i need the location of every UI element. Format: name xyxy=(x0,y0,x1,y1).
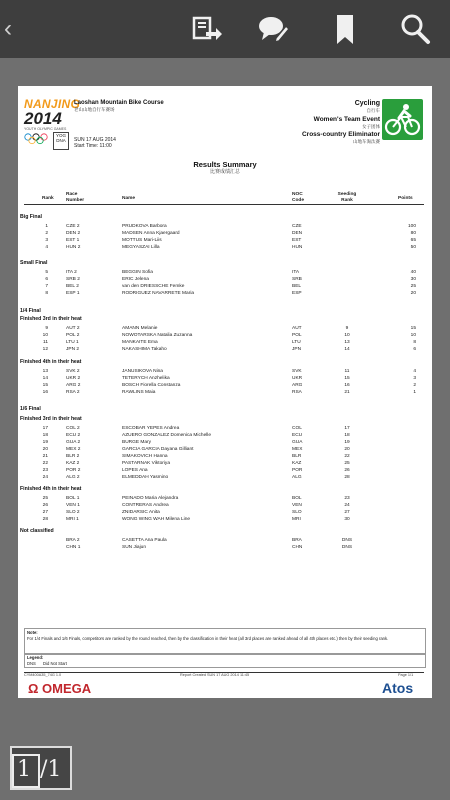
cell-seeding-rank: 9 xyxy=(345,326,349,331)
note-box xyxy=(24,628,426,654)
cell-rank: 4 xyxy=(45,245,48,250)
cell-name: van den DRIESSCHE Femke xyxy=(122,284,185,289)
cell-rank: 6 xyxy=(45,277,48,282)
cell-race-number: CZE 2 xyxy=(66,224,80,229)
cell-points: 80 xyxy=(410,231,416,236)
cell-rank: 1 xyxy=(45,224,48,229)
cell-rank: 23 xyxy=(42,468,48,473)
table-row xyxy=(18,368,432,375)
cell-points: 3 xyxy=(413,376,416,381)
cell-race-number: SLO 2 xyxy=(66,510,80,515)
olympic-rings-icon xyxy=(23,133,51,145)
cell-race-number: BEL 2 xyxy=(66,284,79,289)
cell-name: PASTARNAK Viktoriya xyxy=(122,461,170,466)
cell-name: ZNIDARSIC Anita xyxy=(122,510,160,515)
cell-seeding-rank: DNS xyxy=(341,545,353,550)
cell-seeding-rank: 26 xyxy=(344,468,350,473)
cell-noc: EST xyxy=(292,238,302,243)
table-row xyxy=(18,502,432,509)
cell-rank: 22 xyxy=(42,461,48,466)
cell-name: NOWOTARSKA Natalia Zuzanna xyxy=(122,333,193,338)
footer-page: Page 1/1 xyxy=(398,673,414,677)
cell-noc: KAZ xyxy=(292,461,302,466)
cell-seeding-rank: 20 xyxy=(344,447,350,452)
cell-noc: LTU xyxy=(292,340,301,345)
cell-noc: SVK xyxy=(292,369,302,374)
cell-name: ELMEDDAH Yasmino xyxy=(122,475,169,480)
cell-name: SUN Jiajun xyxy=(122,545,146,550)
table-row xyxy=(18,467,432,474)
table-row xyxy=(18,389,432,396)
start-time: Start Time: 11:00 xyxy=(74,143,112,149)
cell-seeding-rank: 27 xyxy=(344,510,350,515)
col-name: Name xyxy=(122,196,136,201)
col-points: Points xyxy=(398,196,413,201)
table-row xyxy=(18,453,432,460)
cell-name: NAKASHIMA Takaho xyxy=(122,347,167,352)
cell-noc: JPN xyxy=(292,347,302,352)
table-row xyxy=(18,544,432,551)
section-quarter-final: 1/4 Final xyxy=(20,308,41,314)
table-row xyxy=(18,332,432,339)
cell-noc: CHN xyxy=(292,545,303,550)
cell-name: LOPES Ana xyxy=(122,468,148,473)
table-row xyxy=(18,446,432,453)
cell-rank: 19 xyxy=(42,440,48,445)
cell-rank: 13 xyxy=(42,369,48,374)
table-row xyxy=(18,290,432,297)
cell-noc: COL xyxy=(292,426,302,431)
cell-seeding-rank: 23 xyxy=(344,496,350,501)
cell-noc: POL xyxy=(292,333,302,338)
section-sixth-final: 1/6 Final xyxy=(20,406,41,412)
cell-rank: 9 xyxy=(45,326,48,331)
section-sixth-fourth: Finished 4th in their heat xyxy=(20,486,82,492)
cell-race-number: DEN 2 xyxy=(66,231,81,236)
cell-noc: ALG xyxy=(292,475,302,480)
table-row xyxy=(18,269,432,276)
cell-noc: ITA xyxy=(292,270,300,275)
cell-seeding-rank: 24 xyxy=(344,503,350,508)
cell-race-number: POL 2 xyxy=(66,333,80,338)
section-quarter-fourth: Finished 4th in their heat xyxy=(20,359,82,365)
section-not-classified: Not classified xyxy=(20,528,54,534)
search-icon[interactable] xyxy=(396,10,434,48)
cell-race-number: ESP 1 xyxy=(66,291,80,296)
cell-noc: ESP xyxy=(292,291,302,296)
cell-name: MOTTUS Mari-Liis xyxy=(122,238,162,243)
cell-noc: POR xyxy=(292,468,303,473)
cell-points: 65 xyxy=(410,238,416,243)
back-icon[interactable]: ‹ xyxy=(4,15,12,42)
cell-race-number: ALG 2 xyxy=(66,475,80,480)
cell-name: CASETTA Ana Paula xyxy=(122,538,167,543)
cell-seeding-rank: 15 xyxy=(344,376,350,381)
cell-race-number: POR 2 xyxy=(66,468,81,473)
cell-race-number: RSA 2 xyxy=(66,390,80,395)
cell-seeding-rank: DNS xyxy=(341,538,353,543)
table-row xyxy=(18,509,432,516)
footer-code: CYM400A35_74G 1.0 xyxy=(24,673,62,677)
cell-noc: AUT xyxy=(292,326,302,331)
table-row xyxy=(18,244,432,251)
sport-name: Cycling xyxy=(354,100,380,107)
cell-race-number: EST 1 xyxy=(66,238,80,243)
cell-race-number: BLR 2 xyxy=(66,454,80,459)
cell-noc: BOL xyxy=(292,496,302,501)
cell-race-number: BOL 1 xyxy=(66,496,80,501)
cell-rank: 16 xyxy=(42,390,48,395)
cell-name: RAWLINS Maia xyxy=(122,390,156,395)
cell-seeding-rank: 21 xyxy=(344,390,350,395)
cell-noc: GUA xyxy=(292,440,303,445)
cell-race-number: AUT 2 xyxy=(66,326,80,331)
cell-seeding-rank: 25 xyxy=(344,461,350,466)
table-row xyxy=(18,237,432,244)
table-row xyxy=(18,276,432,283)
legend-text: Did Not Start xyxy=(43,661,67,666)
atos-logo: Atos xyxy=(382,680,414,696)
cell-points: 30 xyxy=(410,277,416,282)
cell-race-number: GUA 2 xyxy=(66,440,81,445)
table-row xyxy=(18,474,432,481)
table-row xyxy=(18,325,432,332)
logo-subtitle: YOUTH OLYMPIC GAMES xyxy=(24,127,67,131)
cell-name: WONG WING WAH Milena Line xyxy=(122,517,191,522)
cell-race-number: VEN 1 xyxy=(66,503,80,508)
event-name: Women's Team Event xyxy=(313,116,380,123)
section-small-final: Small Final xyxy=(20,260,48,266)
cell-rank: 11 xyxy=(43,340,48,345)
table-row xyxy=(18,339,432,346)
cell-seeding-rank: 28 xyxy=(344,475,350,480)
cell-rank: 12 xyxy=(42,347,48,352)
table-row xyxy=(18,230,432,237)
cell-name: MADSEN Anna Kjaergaard xyxy=(122,231,180,236)
cell-rank: 10 xyxy=(42,333,48,338)
section-quarter-third: Finished 3rd in their heat xyxy=(20,316,82,322)
cycling-pictogram-icon xyxy=(382,99,423,140)
top-toolbar xyxy=(0,0,450,58)
cell-race-number: LTU 1 xyxy=(66,340,79,345)
cell-seeding-rank: 19 xyxy=(344,440,350,445)
logo-year: 2014 xyxy=(24,109,62,128)
cell-name: BURGE Mary xyxy=(122,440,152,445)
sport-name-zh: 自行车 xyxy=(366,108,380,113)
cell-noc: VEN xyxy=(292,503,302,508)
cell-rank: 28 xyxy=(42,517,48,522)
annotate-icon[interactable] xyxy=(254,10,292,48)
cell-name: AMANN Melanie xyxy=(122,326,158,331)
cell-race-number: CHN 1 xyxy=(66,545,81,550)
cell-rank: 18 xyxy=(42,433,48,438)
document-page[interactable] xyxy=(18,86,432,698)
cell-name: ESCOBAR YEPES Andrea xyxy=(122,426,180,431)
cell-noc: SLO xyxy=(292,510,302,515)
footer-report: Report Created SUN 17 AUG 2014 11:45 xyxy=(180,673,250,677)
cell-noc: CZE xyxy=(292,224,302,229)
cell-points: 6 xyxy=(413,347,416,352)
cell-rank: 17 xyxy=(42,426,48,431)
cell-race-number: ARG 2 xyxy=(66,383,81,388)
cell-noc: BEL xyxy=(292,284,302,289)
cell-seeding-rank: 13 xyxy=(344,340,350,345)
table-row xyxy=(18,346,432,353)
cell-name: MANKAITE Ema xyxy=(122,340,158,345)
cell-points: 100 xyxy=(407,224,416,229)
cell-name: PRUDKOVA Barbora xyxy=(122,224,167,229)
cell-name: SIMAKOVICH Hanna xyxy=(122,454,168,459)
col-race-number: Race Number xyxy=(66,192,85,203)
cell-seeding-rank: 10 xyxy=(344,333,350,338)
cell-points: 1 xyxy=(413,390,416,395)
cell-race-number: COL 2 xyxy=(66,426,80,431)
cell-noc: RSA xyxy=(292,390,302,395)
cell-rank: 24 xyxy=(42,475,48,480)
cell-rank: 26 xyxy=(42,503,48,508)
sub-event-name: Cross-country Eliminator xyxy=(301,131,380,138)
cell-race-number: SVK 2 xyxy=(66,369,80,374)
col-rank: Rank xyxy=(42,196,54,201)
cell-race-number: UKR 2 xyxy=(66,376,81,381)
cell-name: CONTRERAS Andrea xyxy=(122,503,169,508)
table-row xyxy=(18,432,432,439)
results-title-zh: 比赛成绩汇总 xyxy=(209,169,240,175)
omega-logo: Ω OMEGA xyxy=(28,681,92,696)
note-label: Note: xyxy=(27,630,38,635)
cell-points: 40 xyxy=(410,270,416,275)
cell-race-number: BRA 2 xyxy=(66,538,80,543)
cell-race-number: MEX 2 xyxy=(66,447,81,452)
cell-noc: MRI xyxy=(292,517,301,522)
cell-noc: HUN xyxy=(292,245,303,250)
cell-rank: 3 xyxy=(45,238,48,243)
cell-name: BOSCH Fiorella Constanza xyxy=(122,383,181,388)
table-row xyxy=(18,283,432,290)
col-seeding: Seeding Rank xyxy=(337,192,357,203)
cell-seeding-rank: 18 xyxy=(344,433,350,438)
cell-name: PEINADO Maria Alejandra xyxy=(122,496,179,501)
cell-noc: BRA xyxy=(292,538,302,543)
cell-race-number: HUN 2 xyxy=(66,245,81,250)
cell-rank: 27 xyxy=(42,510,48,515)
header-divider xyxy=(24,204,424,205)
cell-rank: 15 xyxy=(42,383,48,388)
cell-race-number: KAZ 2 xyxy=(66,461,80,466)
cell-race-number: SRB 2 xyxy=(66,277,80,282)
share-icon[interactable] xyxy=(188,10,226,48)
cell-points: 15 xyxy=(410,326,416,331)
table-row xyxy=(18,425,432,432)
table-row xyxy=(18,460,432,467)
cell-points: 2 xyxy=(413,383,416,388)
cell-points: 8 xyxy=(413,340,416,345)
logo-title: NANJING xyxy=(24,97,81,111)
event-date: SUN 17 AUG 2014 xyxy=(74,137,116,143)
cell-rank: 14 xyxy=(42,376,48,381)
cell-race-number: MRI 1 xyxy=(66,517,79,522)
results-title: Results Summary xyxy=(193,160,257,169)
table-row xyxy=(18,537,432,544)
cell-seeding-rank: 16 xyxy=(344,383,350,388)
cell-race-number: JPN 2 xyxy=(66,347,80,352)
bookmark-icon[interactable] xyxy=(326,10,364,48)
cell-rank: 21 xyxy=(42,454,48,459)
note-text: For 1/4 Finals and 1/6 Finals, competitors are ranked by the round reached, then by the classification in their heat (all 3rd places are ranked ahead of all 4th places etc.) then by their seeding rank. xyxy=(27,636,389,641)
yog-dna-badge: YOG DNA xyxy=(53,132,69,150)
cell-noc: DEN xyxy=(292,231,303,236)
cell-noc: BLR xyxy=(292,454,302,459)
cell-race-number: ITA 2 xyxy=(66,270,77,275)
cell-race-number: ECU 2 xyxy=(66,433,81,438)
total-pages: /1 xyxy=(40,757,62,782)
cell-seeding-rank: 17 xyxy=(344,426,350,431)
cell-seeding-rank: 11 xyxy=(344,369,350,374)
table-row xyxy=(18,223,432,230)
event-name-zh: 女子团体 xyxy=(362,124,380,129)
cell-noc: MEX xyxy=(292,447,303,452)
cell-points: 20 xyxy=(410,291,416,296)
cell-rank: 8 xyxy=(45,291,48,296)
cell-name: AZUERO GONZALEZ Domenica Michelle xyxy=(122,433,212,438)
legend-label: Legend: xyxy=(27,655,44,660)
cell-name: JANUSIKOVA Nina xyxy=(122,369,163,374)
cell-rank: 5 xyxy=(45,270,48,275)
venue-name: Laoshan Mountain Bike Course xyxy=(74,100,164,106)
current-page-number: 1 xyxy=(17,757,31,782)
legend-box xyxy=(24,654,426,668)
cell-name: BEGGIN Sofia xyxy=(122,270,153,275)
legend-code: DNS xyxy=(27,661,36,666)
col-noc: NOC Code xyxy=(292,192,304,203)
table-row xyxy=(18,495,432,502)
cell-name: ERIC Jelena xyxy=(122,277,149,282)
section-big-final: Big Final xyxy=(20,214,42,220)
venue-name-zh: 老山山地自行车赛场 xyxy=(74,107,115,112)
cell-points: 50 xyxy=(410,245,416,250)
table-row xyxy=(18,382,432,389)
cell-seeding-rank: 14 xyxy=(344,347,350,352)
table-row xyxy=(18,516,432,523)
cell-points: 25 xyxy=(410,284,416,289)
cell-name: TETERYCH Anzhelika xyxy=(122,376,170,381)
cell-noc: ARG xyxy=(292,383,303,388)
section-sixth-third: Finished 3rd in their heat xyxy=(20,416,82,422)
sub-event-name-zh: 山地车淘汰赛 xyxy=(353,139,380,144)
table-row xyxy=(18,375,432,382)
cell-noc: SRB xyxy=(292,277,302,282)
cell-seeding-rank: 22 xyxy=(344,454,350,459)
cell-seeding-rank: 30 xyxy=(344,517,350,522)
cell-points: 4 xyxy=(413,369,416,374)
cell-noc: UKR xyxy=(292,376,303,381)
cell-name: RODRIGUEZ NAVARRETE Maria xyxy=(122,291,195,296)
cell-rank: 25 xyxy=(42,496,48,501)
cell-rank: 2 xyxy=(45,231,48,236)
cell-noc: ECU xyxy=(292,433,303,438)
cell-rank: 20 xyxy=(42,447,48,452)
table-row xyxy=(18,439,432,446)
cell-name: MEGYASZAI Lilla xyxy=(122,245,160,250)
cell-rank: 7 xyxy=(45,284,48,289)
cell-points: 10 xyxy=(410,333,416,338)
cell-name: GARCIA GARCIA Dayana Gilliant xyxy=(122,447,194,452)
